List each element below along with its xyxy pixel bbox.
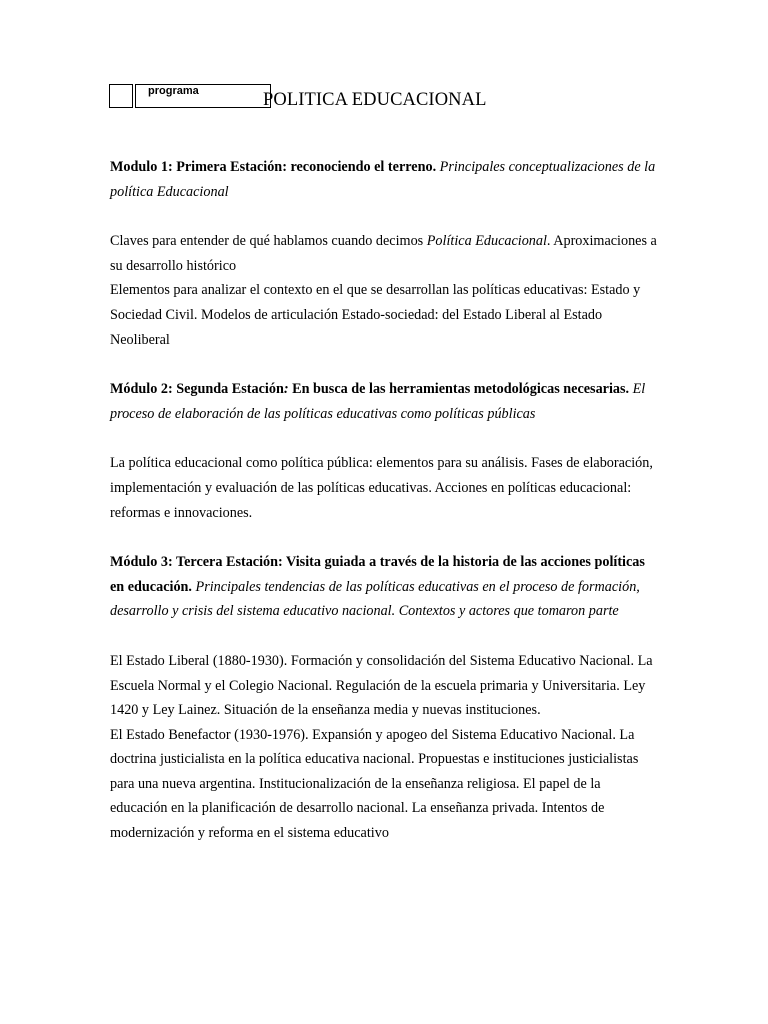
module-2-heading-colon: : — [283, 381, 289, 398]
module-2-subtitle: El proceso de elaboración de las políticas educativas como políticas públicas — [110, 381, 646, 422]
module-1-heading: Modulo 1: Primera Estación: reconociendo el terreno. — [110, 159, 437, 175]
module-2-heading-a: Módulo 2: Segunda Estación — [110, 381, 284, 398]
header-label-box — [135, 84, 271, 108]
spacer — [110, 352, 658, 377]
document-header — [109, 84, 669, 110]
module-3-paragraph-1: El Estado Liberal (1880-1930). Formación y consolidación del Sistema Educativo Nacional. La Escuela Normal y el Colegio Nacional. Regulación de la escuela primaria y Universitaria. Ley 1420 y Ley Lainez. Situación de la enseñanza media y nuevas instituciones. — [110, 652, 653, 719]
spacer — [110, 624, 658, 649]
module-3-heading-paragraph — [110, 550, 658, 624]
module-1-paragraph-2: Elementos para analizar el contexto en el que se desarrollan las políticas educativas: Estado y Sociedad Civil. Modelos de articulación Estado-sociedad: del Estado Liberal al Estado Neoliberal — [110, 282, 641, 348]
module-1-subtitle: Principales conceptualizaciones de la política Educacional — [110, 159, 656, 200]
module-1-p1-text-b: . Aproximaciones a su desarrollo histórico — [110, 233, 657, 274]
document-title: POLITICA EDUCACIONAL — [263, 90, 487, 110]
header-empty-box — [109, 84, 133, 108]
module-2-heading-b: En busca de las herramientas metodológicas necesarias. — [292, 381, 630, 398]
spacer — [110, 525, 658, 550]
module-2-paragraph-1: La política educacional como política pública: elementos para su análisis. Fases de elaboración, implementación y evaluación de las políticas educativas. Acciones en políticas educacional: reformas e innovaciones. — [110, 455, 653, 521]
module-1-p1-text-a: Claves para entender de qué hablamos cuando decimos — [110, 233, 424, 250]
module-1-heading-paragraph — [110, 155, 658, 204]
module-3-heading: Módulo 3: Tercera Estación: Visita guiada a través de la historia de las acciones políticas en educación. — [110, 554, 645, 595]
spacer — [110, 204, 658, 229]
module-3-paragraph-2: El Estado Benefactor (1930-1976). Expansión y apogeo del Sistema Educativo Nacional. La doctrina justicialista en la política educativa nacional. Propuestas e instituciones justicialistas para una nueva argentina. Institucionalización de la enseñanza religiosa. El papel de la educación en la planificación de desarrollo nacional. La enseñanza privada. Intentos de modernización y reforma en el sistema educativo — [110, 726, 639, 842]
module-1-p1-emphasis: Política Educacional — [426, 233, 547, 250]
spacer — [110, 426, 658, 451]
document-body — [110, 155, 658, 846]
module-3-subtitle: Principales tendencias de las políticas educativas en el proceso de formación, desarrollo y crisis del sistema educativo nacional. Contextos y actores que tomaron parte — [110, 578, 640, 620]
module-2-heading-paragraph — [110, 377, 658, 426]
header-label: programa — [148, 85, 199, 97]
module-1-paragraph-1 — [110, 229, 658, 278]
